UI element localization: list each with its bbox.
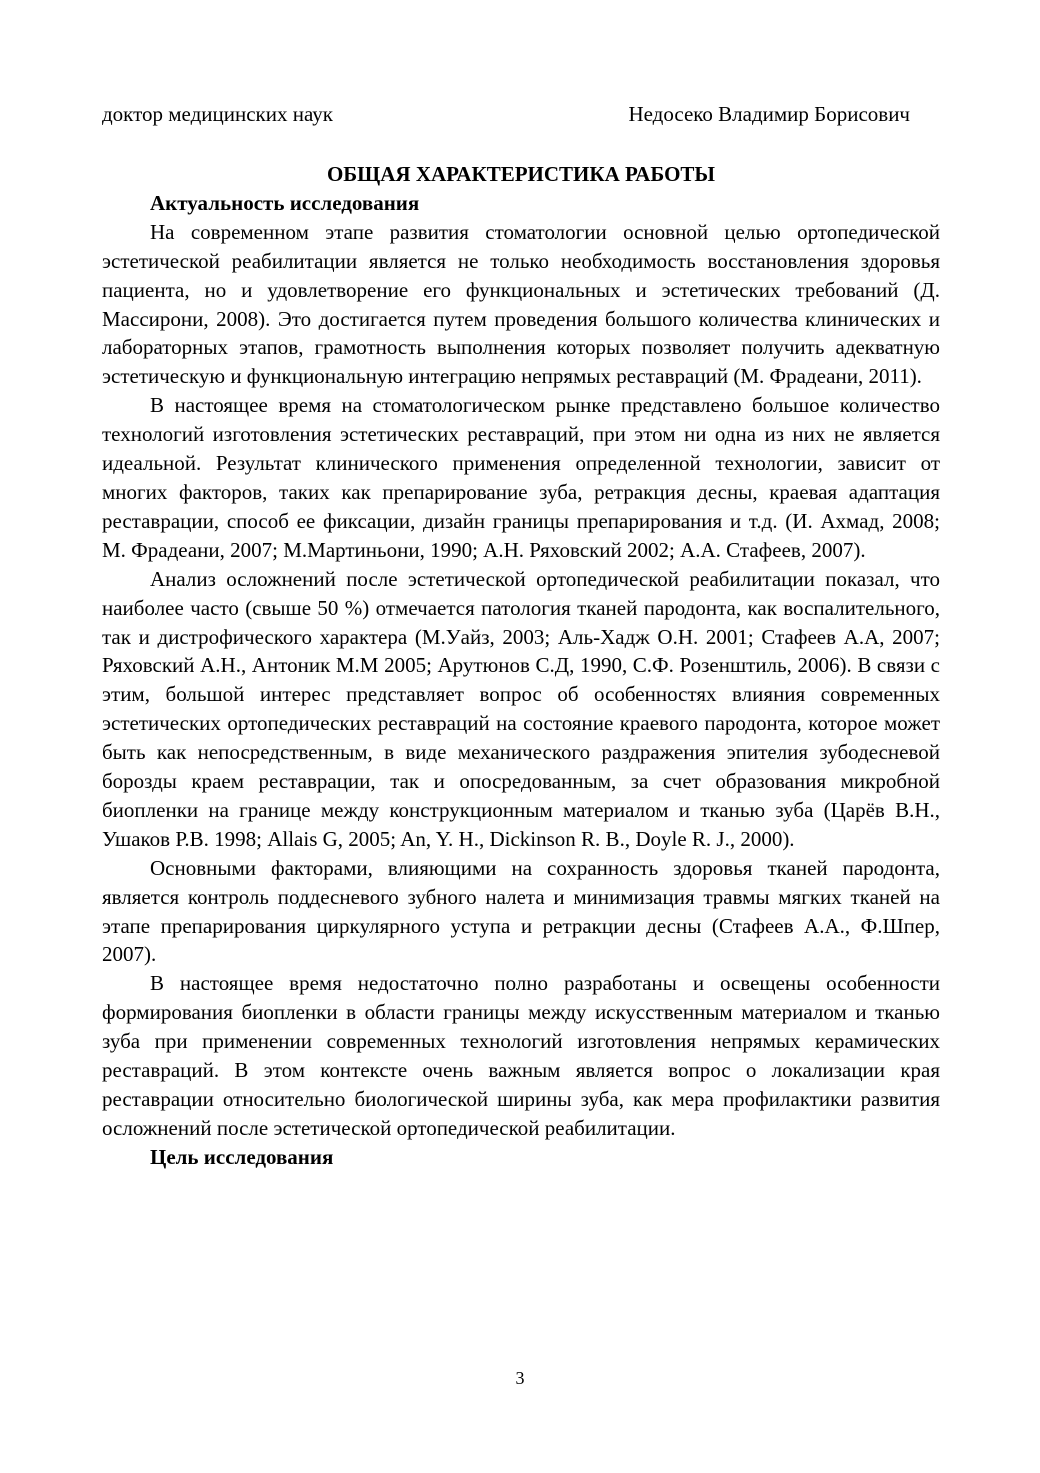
section-heading-goal: Цель исследования xyxy=(150,1144,334,1169)
document-body xyxy=(102,160,940,1172)
section-heading-relevance: Актуальность исследования xyxy=(150,190,420,215)
paragraph: В настоящее время недостаточно полно разработаны и освещены особенности формирования биопленки в области границы между искусственным материалом и тканью зуба при применении современных технологий изготовления непрямых керамических реставраций. В этом контексте очень важным является вопрос о локализации края реставрации относительно биологической ширины зуба, как мера профилактики развития осложнений после эстетической ортопедической реабилитации. xyxy=(102,971,940,1140)
paragraph: На современном этапе развития стоматологии основной целью ортопедической эстетической реабилитации является не только необходимость восстановления здоровья пациента, но и удовлетворение его функциональных и эстетических требований (Д. Массирони, 2008). Это достигается путем проведения большого количества клинических и лабораторных этапов, грамотность выполнения которых позволяет получить адекватную эстетическую и функциональную интеграцию непрямых реставраций (М. Фрадеани, 2011). xyxy=(102,219,940,389)
paragraph: Основными факторами, влияющими на сохранность здоровья тканей пародонта, является контроль поддесневого зубного налета и минимизация травмы мягких тканей на этапе препарирования циркулярного уступа и ретракции десны (Стафеев А.А., Ф.Шпер, 2007). xyxy=(102,855,940,967)
paragraph: Анализ осложнений после эстетической ортопедической реабилитации показал, что наиболее часто (свыше 50 %) отмечается патология тканей пародонта, как воспалительного, так и дистрофического характера (М.Уайз, 2003; Аль-Хадж О.Н. 2001; Стафеев А.А, 2007; Ряховский А.Н., Антоник М.М 2005; Арутюнов С.Д, 1990, С.Ф. Розенштиль, 2006). В связи с этим, большой интерес представляет вопрос об особенностях влияния современных эстетических ортопедических реставраций на состояние краевого пародонта, которое может быть как непосредственным, в виде механического раздражения эпителия зубодесневой борозды краем реставрации, так и опосредованным, за счет образования микробной биопленки на границе между конструкционным материалом и тканью зуба (Царёв В.Н., Ушаков Р.В. 1998; Allais G, 2005; An, Y. H., Dickinson R. B., Doyle R. J., 2000). xyxy=(102,566,940,851)
author-header xyxy=(102,100,910,128)
author-degree: доктор медицинских наук xyxy=(102,102,333,126)
page-title: ОБЩАЯ ХАРАКТЕРИСТИКА РАБОТЫ xyxy=(326,162,716,186)
paragraph: В настоящее время на стоматологическом рынке представлено большое количество технологий изготовления эстетических реставраций, при этом ни одна из них не является идеальной. Результат клинического применения определенной технологии, зависит от многих факторов, таких как препарирование зуба, ретракция десны, краевая адаптация реставрации, способ ее фиксации, дизайн границы препарирования и т.д. (И. Ахмад, 2008; М. Фрадеани, 2007; М.Мартиньони, 1990; А.Н. Ряховский 2002; А.А. Стафеев, 2007). xyxy=(102,393,940,562)
author-name: Недосеко Владимир Борисович xyxy=(628,102,910,126)
page-number: 3 xyxy=(515,1368,525,1388)
